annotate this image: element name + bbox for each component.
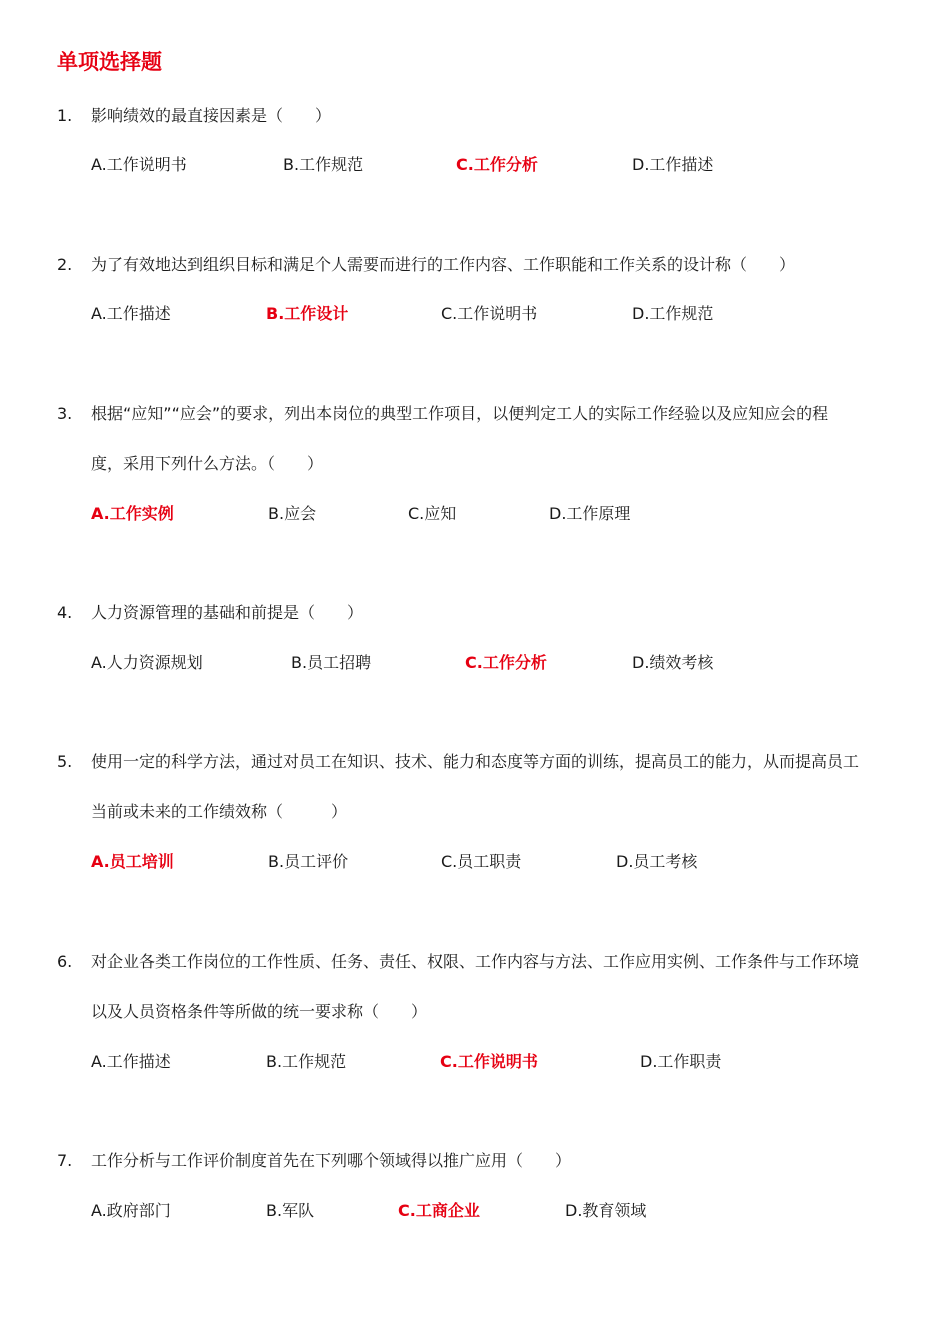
answer-option: A.工作描述 (91, 304, 171, 323)
answer-option: A.工作描述 (91, 1052, 171, 1071)
answer-option: B.军队 (266, 1201, 315, 1220)
question-number: 7. (57, 1151, 73, 1170)
question-number: 3. (57, 404, 73, 423)
answer-option: B.应会 (268, 504, 317, 523)
answer-option: D.工作规范 (632, 304, 714, 323)
answer-option: B.员工评价 (268, 852, 349, 871)
question-number: 4. (57, 603, 73, 622)
question-text: 人力资源管理的基础和前提是（ ） (91, 603, 364, 622)
section-title: 单项选择题 (57, 50, 162, 74)
question-text: 根据“应知”“应会”的要求，列出本岗位的典型工作项目，以便判定工人的实际工作经验以及应知应会的程 (91, 404, 829, 423)
answer-option: D.绩效考核 (632, 653, 714, 672)
answer-option: C.工作说明书 (441, 304, 538, 323)
answer-option: A.政府部门 (91, 1201, 171, 1220)
question-number: 1. (57, 106, 73, 125)
answer-option: D.工作原理 (549, 504, 631, 523)
question-text: 当前或未来的工作绩效称（ ） (91, 802, 348, 821)
correct-answer-option: C.工商企业 (398, 1201, 480, 1220)
question-number: 2. (57, 255, 73, 274)
correct-answer-option: C.工作分析 (465, 653, 547, 672)
answer-option: B.工作规范 (283, 155, 364, 174)
correct-answer-option: C.工作分析 (456, 155, 538, 174)
question-text: 以及人员资格条件等所做的统一要求称（ ） (91, 1002, 428, 1021)
answer-option: A.工作说明书 (91, 155, 187, 174)
question-text: 影响绩效的最直接因素是（ ） (91, 106, 332, 125)
answer-option: B.员工招聘 (291, 653, 372, 672)
question-text: 对企业各类工作岗位的工作性质、任务、责任、权限、工作内容与方法、工作应用实例、工作条件与工作环境 (91, 952, 860, 971)
correct-answer-option: C.工作说明书 (440, 1052, 538, 1071)
question-number: 6. (57, 952, 73, 971)
answer-option: D.工作描述 (632, 155, 714, 174)
answer-option: A.人力资源规划 (91, 653, 203, 672)
question-number: 5. (57, 752, 73, 771)
correct-answer-option: B.工作设计 (266, 304, 349, 323)
question-text: 度，采用下列什么方法。（ ） (91, 454, 324, 473)
answer-option: D.员工考核 (616, 852, 698, 871)
answer-option: D.教育领域 (565, 1201, 647, 1220)
answer-option: C.应知 (408, 504, 457, 523)
answer-option: C.员工职责 (441, 852, 522, 871)
question-text: 为了有效地达到组织目标和满足个人需要而进行的工作内容、工作职能和工作关系的设计称（ ） (91, 255, 796, 274)
question-text: 工作分析与工作评价制度首先在下列哪个领域得以推广应用（ ） (91, 1151, 572, 1170)
correct-answer-option: A.工作实例 (91, 504, 174, 523)
answer-option: B.工作规范 (266, 1052, 347, 1071)
question-text: 使用一定的科学方法，通过对员工在知识、技术、能力和态度等方面的训练，提高员工的能力，从而提高员工 (91, 752, 860, 771)
correct-answer-option: A.员工培训 (91, 852, 174, 871)
answer-option: D.工作职责 (640, 1052, 722, 1071)
